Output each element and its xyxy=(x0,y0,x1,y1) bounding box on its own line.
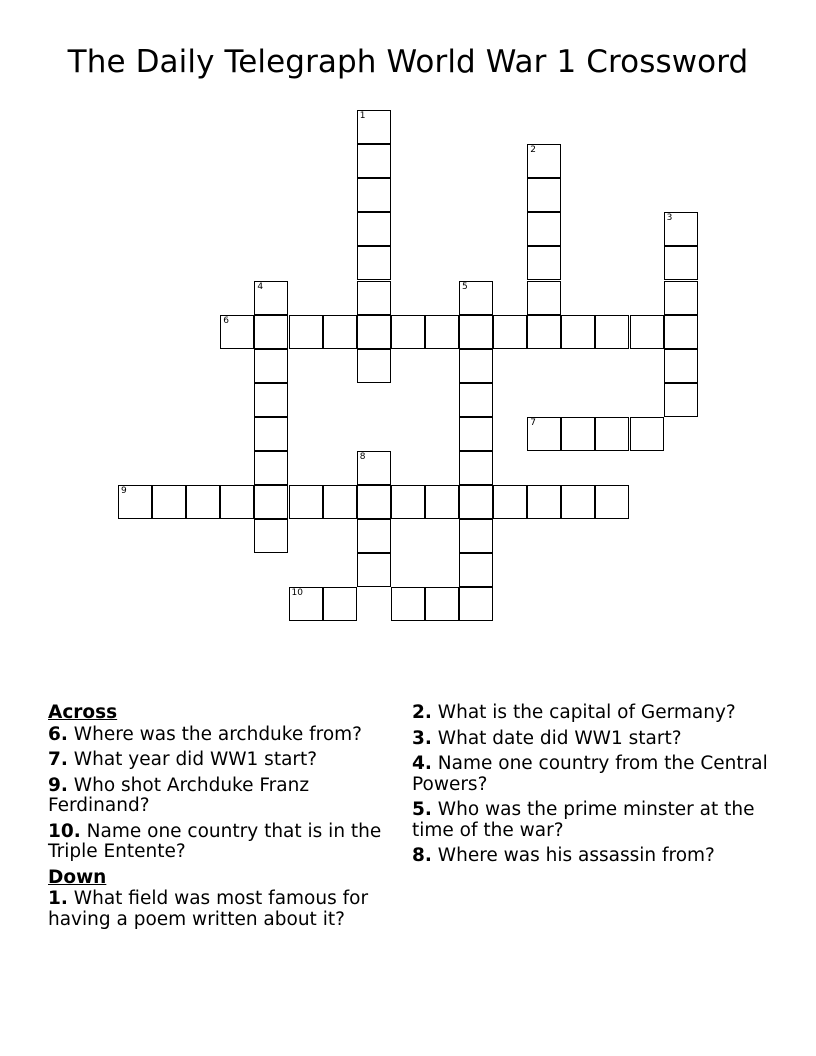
grid-cell[interactable] xyxy=(561,417,595,451)
clue-text: Where was his assassin from? xyxy=(437,845,715,866)
grid-cell[interactable] xyxy=(254,315,288,349)
grid-cell[interactable] xyxy=(152,485,186,519)
clue-number-label: 2 xyxy=(530,145,536,156)
grid-cell[interactable] xyxy=(220,485,254,519)
clues-left-column xyxy=(48,703,400,935)
down-heading: Down xyxy=(48,866,107,888)
grid-cell[interactable] xyxy=(323,587,357,621)
grid-cell[interactable] xyxy=(459,485,493,519)
clue-text: What is the capital of Germany? xyxy=(437,702,736,723)
grid-cell[interactable] xyxy=(254,519,288,553)
grid-cell[interactable] xyxy=(254,417,288,451)
grid-cell[interactable] xyxy=(459,587,493,621)
clue-across-10 xyxy=(48,822,400,863)
grid-cell[interactable] xyxy=(254,485,288,519)
grid-cell[interactable] xyxy=(289,485,323,519)
grid-cell[interactable] xyxy=(664,315,698,349)
grid-cell[interactable] xyxy=(425,587,459,621)
clue-number: 5. xyxy=(412,799,432,820)
grid-cell[interactable] xyxy=(254,383,288,417)
grid-cell[interactable] xyxy=(459,281,493,315)
grid-cell[interactable] xyxy=(459,451,493,485)
grid-cell[interactable] xyxy=(527,315,561,349)
grid-cell[interactable] xyxy=(527,485,561,519)
clue-text: What date did WW1 start? xyxy=(437,727,682,749)
grid-cell[interactable] xyxy=(425,315,459,349)
grid-cell[interactable] xyxy=(459,383,493,417)
clue-text: Who was the prime minster at the time of the war? xyxy=(412,799,755,841)
clue-number: 9. xyxy=(48,774,68,796)
grid-cell[interactable] xyxy=(118,485,152,519)
grid-cell[interactable] xyxy=(357,451,391,485)
grid-cell[interactable] xyxy=(664,212,698,246)
grid-cell[interactable] xyxy=(357,110,391,144)
grid-cell[interactable] xyxy=(527,281,561,315)
grid-cell[interactable] xyxy=(561,315,595,349)
grid-cell[interactable] xyxy=(254,349,288,383)
grid-cell[interactable] xyxy=(357,212,391,246)
clue-number-label: 6 xyxy=(223,315,230,326)
clue-text: Where was the archduke from? xyxy=(73,723,362,745)
clue-number-label: 8 xyxy=(359,452,366,462)
grid-cell[interactable] xyxy=(595,417,629,451)
grid-cell[interactable] xyxy=(561,485,595,519)
grid-cell[interactable] xyxy=(357,315,391,349)
page-title: The Daily Telegraph World War 1 Crossword xyxy=(67,44,749,80)
clue-number: 10. xyxy=(48,820,81,842)
grid-cell[interactable] xyxy=(459,315,493,349)
clue-number-label: 1 xyxy=(359,111,366,121)
grid-cell[interactable] xyxy=(459,519,493,553)
clue-text: What field was most famous for having a poem written about it? xyxy=(48,888,369,930)
clue-down-5 xyxy=(412,800,772,841)
across-heading: Across xyxy=(48,702,118,723)
clue-across-7 xyxy=(48,750,400,771)
grid-cell[interactable] xyxy=(357,178,391,212)
clues-right-column xyxy=(412,703,772,872)
grid-cell[interactable] xyxy=(664,281,698,315)
clue-down-2 xyxy=(412,703,772,724)
grid-cell[interactable] xyxy=(186,485,220,519)
clue-number-label: 5 xyxy=(462,281,468,292)
clue-number-label: 4 xyxy=(257,281,264,292)
grid-cell[interactable] xyxy=(664,349,698,383)
clue-text: What year did WW1 start? xyxy=(73,749,318,770)
grid-cell[interactable] xyxy=(357,485,391,519)
clue-down-4 xyxy=(412,754,772,795)
grid-cell[interactable] xyxy=(289,587,323,621)
grid-cell[interactable] xyxy=(459,553,493,587)
clue-number: 2. xyxy=(412,702,432,723)
clue-text: Who shot Archduke Franz Ferdinand? xyxy=(48,774,310,816)
grid-cell[interactable] xyxy=(254,281,288,315)
grid-cell[interactable] xyxy=(630,315,664,349)
clue-number-label: 3 xyxy=(666,213,673,224)
grid-cell[interactable] xyxy=(220,315,254,349)
clue-number: 6. xyxy=(48,723,68,745)
clue-number: 1. xyxy=(48,888,68,909)
grid-cell[interactable] xyxy=(630,417,664,451)
clue-number: 3. xyxy=(412,727,432,749)
grid-cell[interactable] xyxy=(254,451,288,485)
grid-cell[interactable] xyxy=(527,417,561,451)
grid-cell[interactable] xyxy=(527,246,561,280)
grid-cell[interactable] xyxy=(527,144,561,178)
clue-number: 7. xyxy=(48,749,68,770)
clue-number-label: 10 xyxy=(291,588,303,599)
grid-cell[interactable] xyxy=(357,144,391,178)
grid-cell[interactable] xyxy=(664,246,698,280)
grid-cell[interactable] xyxy=(459,349,493,383)
grid-cell[interactable] xyxy=(391,315,425,349)
clue-text: Name one country from the Central Powers? xyxy=(412,753,768,795)
grid-cell[interactable] xyxy=(493,485,527,519)
grid-cell[interactable] xyxy=(425,485,459,519)
clue-down-8 xyxy=(412,846,772,867)
clue-across-6 xyxy=(48,725,400,746)
grid-cell[interactable] xyxy=(357,553,391,587)
grid-cell[interactable] xyxy=(357,349,391,383)
grid-cell[interactable] xyxy=(459,417,493,451)
grid-cell[interactable] xyxy=(527,178,561,212)
grid-cell[interactable] xyxy=(595,315,629,349)
grid-cell[interactable] xyxy=(664,383,698,417)
grid-cell[interactable] xyxy=(493,315,527,349)
clue-across-9 xyxy=(48,776,400,817)
grid-cell[interactable] xyxy=(357,246,391,280)
clue-down-3 xyxy=(412,729,772,750)
clue-down-1 xyxy=(48,889,400,930)
clue-number-label: 7 xyxy=(530,417,536,428)
grid-cell[interactable] xyxy=(323,315,357,349)
grid-cell[interactable] xyxy=(323,485,357,519)
grid-cell[interactable] xyxy=(357,519,391,553)
grid-cell[interactable] xyxy=(391,485,425,519)
clue-number: 4. xyxy=(412,753,432,774)
clue-number: 8. xyxy=(412,845,432,866)
clue-number-label: 9 xyxy=(121,486,127,497)
grid-cell[interactable] xyxy=(289,315,323,349)
clue-text: Name one country that is in the Triple Entente? xyxy=(48,820,382,862)
grid-cell[interactable] xyxy=(527,212,561,246)
grid-cell[interactable] xyxy=(357,281,391,315)
grid-cell[interactable] xyxy=(595,485,629,519)
grid-cell[interactable] xyxy=(391,587,425,621)
